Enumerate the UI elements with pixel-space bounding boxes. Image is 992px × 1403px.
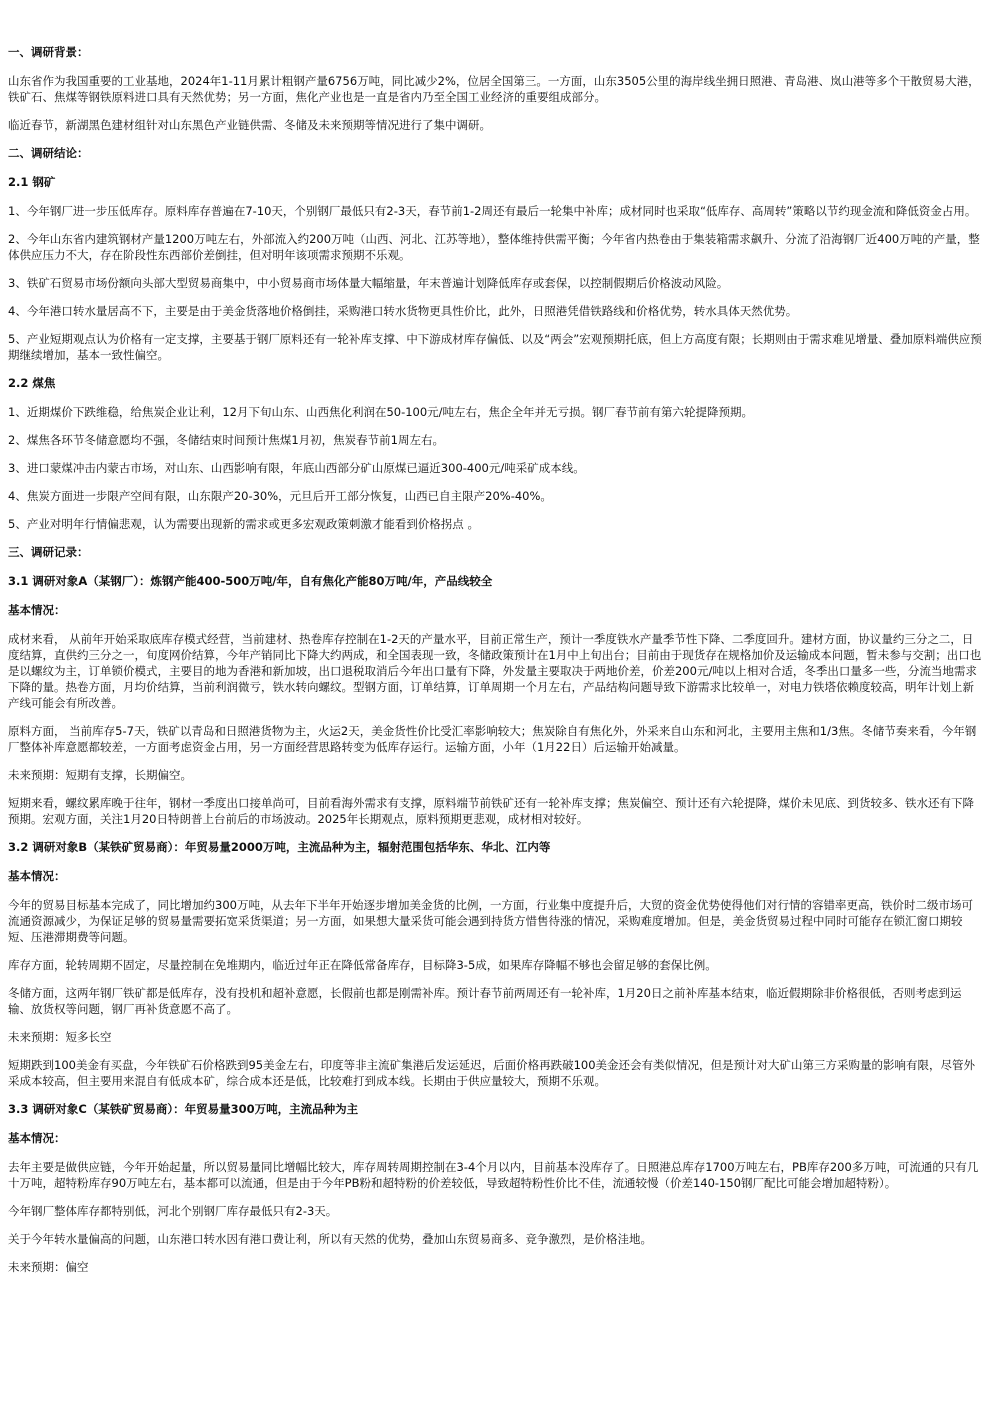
- paragraph: 未来预期：短期有支撑，长期偏空。: [8, 768, 192, 782]
- paragraph: 5、产业短期观点认为价格有一定支撑，主要基于钢厂原料还有一轮补库支撑、中下游成材库存偏低、以及“两会”宏观预期托底，但上方高度有限；长期则由于需求难见增量、叠加原料端供应预期继续增加，基本一致性偏空。: [8, 332, 982, 362]
- paragraph: 4、焦炭方面进一步限产空间有限，山东限产20-30%，元旦后开工部分恢复，山西已自主限产20%-40%。: [8, 489, 552, 503]
- section-heading: 3.3 调研对象C（某铁矿贸易商）：年贸易量300万吨，主流品种为主: [8, 1102, 359, 1116]
- paragraph: 未来预期：偏空: [8, 1260, 89, 1274]
- paragraph: 冬储方面，这两年钢厂铁矿都是低库存，没有投机和超补意愿，长假前也都是刚需补库。预计春节前两周还有一轮补库，1月20日之前补库基本结束，临近假期除非价格很低，否则考虑到运输、放货权等问题，钢厂再补货意愿不高了。: [8, 986, 962, 1016]
- paragraph: 短期跌到100美金有买盘，今年铁矿石价格跌到95美金左右，印度等非主流矿集港后发运延迟，后面价格再跌破100美金还会有类似情况，但是预计对大矿山第三方采购量的影响有限，尽管外采成本较高，但主要用来混自有低成本矿，综合成本还是低，比较难打到成本线。长期由于供应量较大，预期不乐观。: [8, 1058, 976, 1088]
- section-heading: 基本情况：: [8, 869, 66, 883]
- section-heading: 三、调研记录：: [8, 545, 89, 559]
- section-heading: 基本情况：: [8, 603, 66, 617]
- paragraph: 库存方面，轮转周期不固定，尽量控制在免堆期内，临近过年正在降低常备库存，目标降3-5成，如果库存降幅不够也会留足够的套保比例。: [8, 958, 717, 972]
- section-heading: 二、调研结论：: [8, 146, 89, 160]
- section-heading: 3.1 调研对象A（某钢厂）：炼钢产能400-500万吨/年，自有焦化产能80万吨/年，产品线较全: [8, 574, 493, 588]
- paragraph: 4、今年港口转水量居高不下，主要是由于美金货落地价格倒挂，采购港口转水货物更具性价比，此外，日照港凭借铁路线和价格优势，转水具体天然优势。: [8, 304, 798, 318]
- paragraph: 今年钢厂整体库存都特别低，河北个别钢厂库存最低只有2-3天。: [8, 1204, 338, 1218]
- paragraph: 去年主要是做供应链，今年开始起量，所以贸易量同比增幅比较大，库存周转周期控制在3-4个月以内，目前基本没库存了。日照港总库存1700万吨左右，PB库存200多万吨，可流通的只有几十万吨，超特粉库存90万吨左右，基本都可以流通，但是由于今年PB粉和超特粉的价差较低，导致超特粉性价比不佳，流通较慢（价差140-150钢厂配比可能会增加超特粉）。: [8, 1160, 979, 1190]
- paragraph: 3、进口蒙煤冲击内蒙古市场，对山东、山西影响有限，年底山西部分矿山原煤已逼近300-400元/吨采矿成本线。: [8, 461, 585, 475]
- section-heading: 基本情况：: [8, 1131, 66, 1145]
- paragraph: 5、产业对明年行情偏悲观，认为需要出现新的需求或更多宏观政策刺激才能看到价格拐点 。: [8, 517, 479, 531]
- paragraph: 3、铁矿石贸易市场份额向头部大型贸易商集中，中小贸易商市场体量大幅缩量，年末普遍计划降低库存或套保，以控制假期后价格波动风险。: [8, 276, 729, 290]
- section-heading: 2.1 钢矿: [8, 175, 56, 189]
- paragraph: 1、近期煤价下跌维稳，给焦炭企业让利，12月下旬山东、山西焦化利润在50-100元/吨左右，焦企全年并无亏损。钢厂春节前有第六轮提降预期。: [8, 405, 754, 419]
- paragraph: 成材来看， 从前年开始采取底库存模式经营，当前建材、热卷库存控制在1-2天的产量水平，目前正常生产，预计一季度铁水产量季节性下降、二季度回升。建材方面，协议量约三分之二，日度结算，直供约三分之一，旬度网价结算，今年产销同比下降大约两成，和全国表现一致，冬储政策预计在1月中上旬出台；目前由于现货存在规格加价及运输成本问题，暂未参与交割；出口也是以螺纹为主，订单锁价模式，主要目的地为香港和新加坡，出口退税取消后今年出口量有下降，外发量主要取决于两地价差，价差200元/吨以上相对合适，冬季出口量多一些，分流当地需求下降的量。热卷方面，月均价结算，当前利润微亏，铁水转向螺纹。型钢方面，订单结算，订单周期一个月左右，产品结构问题导致下游需求比较单一，对电力铁塔依赖度较高，明年计划上新产线可能会有所改善。: [8, 632, 982, 710]
- paragraph: 原料方面， 当前库存5-7天，铁矿以青岛和日照港货物为主，火运2天，美金货性价比受汇率影响较大；焦炭除自有焦化外，外采来自山东和河北，主要用主焦和1/3焦。冬储节奏来看，今年钢厂整体补库意愿都较差，一方面考虑资金占用，另一方面经营思路转变为低库存运行。运输方面，小年（1月22日）后运输开始减量。: [8, 724, 977, 754]
- paragraph: 临近春节，新湖黑色建材组针对山东黑色产业链供需、冬储及未来预期等情况进行了集中调研。: [8, 118, 491, 132]
- paragraph: 山东省作为我国重要的工业基地，2024年1-11月累计粗钢产量6756万吨，同比减少2%，位居全国第三。一方面，山东3505公里的海岸线坐拥日照港、青岛港、岚山港等多个干散贸易大港，铁矿石、焦煤等钢铁原料进口具有天然优势；另一方面，焦化产业也是一直是省内乃至全国工业经济的重要组成部分。: [8, 74, 980, 104]
- paragraph: 2、煤焦各环节冬储意愿均不强，冬储结束时间预计焦煤1月初，焦炭春节前1周左右。: [8, 433, 444, 447]
- paragraph: 短期来看，螺纹累库晚于往年，钢材一季度出口接单尚可，目前看海外需求有支撑，原料端节前铁矿还有一轮补库支撑；焦炭偏空、预计还有六轮提降，煤价未见底、到货较多、铁水还有下降预期。宏观方面，关注1月20日特朗普上台前后的市场波动。2025年长期观点，原料预期更悲观，成材相对较好。: [8, 796, 974, 826]
- section-heading: 2.2 煤焦: [8, 376, 56, 390]
- section-heading: 3.2 调研对象B（某铁矿贸易商）：年贸易量2000万吨，主流品种为主，辐射范围包括华东、华北、江内等: [8, 840, 551, 854]
- paragraph: 1、今年钢厂进一步压低库存。原料库存普遍在7-10天，个别钢厂最低只有2-3天，春节前1-2周还有最后一轮集中补库；成材同时也采取“低库存、高周转”策略以节约现金流和降低资金占用。: [8, 204, 977, 218]
- paragraph: 未来预期：短多长空: [8, 1030, 112, 1044]
- paragraph: 2、今年山东省内建筑钢材产量1200万吨左右，外部流入约200万吨（山西、河北、江苏等地），整体维持供需平衡；今年省内热卷由于集装箱需求飙升、分流了沿海钢厂近400万吨的产量，整体供应压力不大，存在阶段性东西部价差倒挂，但对明年该项需求预期不乐观。: [8, 232, 980, 262]
- paragraph: 关于今年转水量偏高的问题，山东港口转水因有港口费让利，所以有天然的优势，叠加山东贸易商多、竞争激烈，是价格洼地。: [8, 1232, 652, 1246]
- paragraph: 今年的贸易目标基本完成了，同比增加约300万吨，从去年下半年开始逐步增加美金货的比例，一方面，行业集中度提升后，大贸的资金优势使得他们对行情的容错率更高，铁价时二级市场可流通资源减少，为保证足够的贸易量需要拓宽采货渠道；另一方面，如果想大量采货可能会遇到持货方惜售待涨的情况，采购难度增加。但是，美金货贸易过程中同时可能存在锁汇窗口期较短、压港滞期费等问题。: [8, 898, 973, 944]
- section-heading: 一、调研背景：: [8, 45, 89, 59]
